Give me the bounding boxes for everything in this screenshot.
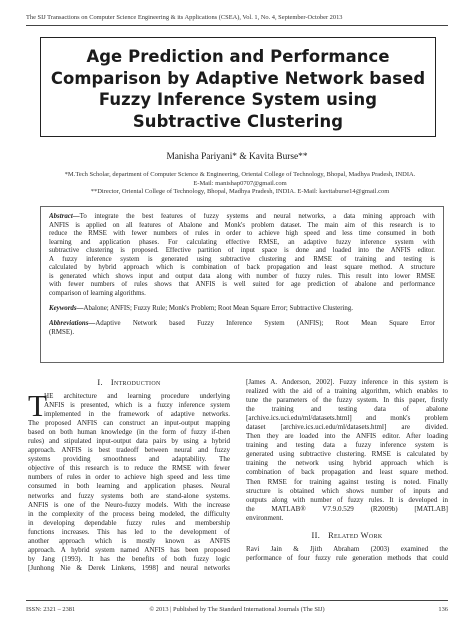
body-line: performance of four fuzzy rule generation methods that could — [246, 553, 448, 562]
abstract-line: A fuzzy inference system is generated using subtractive clustering and RMSE of training and testing is — [49, 255, 435, 263]
header-rule — [26, 25, 448, 26]
abstract-line: ANFIS is applied on all features of Abalone and Monk's problem dataset. The main aim of this research is to — [49, 221, 435, 229]
body-line: realized with the aid of a training algorithm, which enables to — [246, 387, 448, 396]
page-number: 136 — [438, 606, 448, 613]
body-line: structure is obtained which shows number of inputs and — [246, 486, 448, 495]
footer-issn: ISSN: 2321 – 2381 — [26, 606, 76, 613]
drop-cap: T — [28, 388, 47, 423]
body-line: training and testing data a fuzzy inference system is — [246, 441, 448, 450]
abstract-line: calculated by hybrid approach which is combination of back propagation and least square method. A structure — [49, 264, 435, 272]
abbreviations-label: Abbreviations— — [49, 320, 96, 328]
body-line: Ravi Jain & Jjith Abraham (2003) examined the — [246, 544, 448, 553]
body-line: outputs along with number of fuzzy rules. It is developed in — [246, 495, 448, 504]
abstract-line: subtractive clustering is proposed. Effective partition of input space is done and loaded into the ANFIS editor. — [49, 247, 435, 255]
affiliation-email: E-Mail: manishap0707@gmail.com — [193, 179, 287, 187]
right-column — [246, 378, 448, 563]
footer-publisher: © 2013 | Published by The Standard International Journals (The SIJ) — [149, 606, 325, 613]
section-heading-introduction: I. Introduction — [97, 378, 161, 387]
body-line: ANFIS is presented, which is a fuzzy inference system — [44, 401, 230, 410]
body-line: [James A. Anderson, 2002]. Fuzzy inference in this system is — [246, 378, 448, 386]
title-box — [40, 37, 436, 137]
intro-first-paragraph — [28, 388, 230, 423]
body-line: in developing dependable fuzzy rules and membership — [28, 518, 230, 527]
body-line: environment. — [246, 513, 284, 522]
body-line: functions increases. This has led to the development of — [28, 527, 230, 536]
title-line: Age Prediction and Performance — [86, 47, 390, 66]
body-line: Then they are loaded into the ANFIS editor. After loading — [246, 432, 448, 441]
title-line: Subtractive Clustering — [132, 111, 344, 131]
body-line: HE architecture and learning procedure underlying — [44, 392, 230, 400]
authors: Manisha Pariyani* & Kavita Burse** — [166, 152, 308, 162]
body-line: combination of back propagation and least square method. — [246, 468, 448, 477]
body-line: numbers of rules in order to achieve high speed and less time — [28, 473, 230, 482]
abstract-line: learning and application phases. For calculating effective RMSE, an adaptive fuzzy inference system with — [49, 238, 435, 246]
body-line: consumed in both learning and application phases. Neural — [28, 482, 230, 491]
affiliation-line: **Director, Oriental College of Technology, Bhopal, Madhya Pradesh, INDIA. E-Mail: kavitaburse14@gmail.com — [90, 188, 390, 195]
body-line: based on both human knowledge (in the form of fuzzy if-then — [28, 428, 230, 437]
body-line: in the complexity of the process being modeled, the difficulty — [28, 509, 230, 518]
section-heading-related-work: II. Related Work — [311, 530, 383, 540]
body-line: ANFIS is one of the Neuro-fuzzy models. With the increase — [28, 500, 230, 509]
affiliation-line: *M.Tech Scholar, department of Computer Science & Engineering, Oriental College of Technology, Bhopal, Madhya Pradesh, INDIA. — [64, 171, 416, 178]
body-line: the training and testing data of abalone — [246, 405, 448, 414]
left-column — [28, 378, 230, 573]
abbreviations-line: (RMSE). — [49, 328, 75, 336]
body-line: tune the parameters of the fuzzy system. In this paper, firstly — [246, 396, 448, 405]
body-line: approach. A hybrid system named ANFIS has been proposed — [28, 545, 230, 554]
abstract-label: Abstract— — [49, 213, 80, 220]
abbreviations-line: Abbreviations—Adaptive Network based Fuzzy Inference System (ANFIS); Root Mean Square Error — [49, 320, 435, 328]
body-line: by Jang (1993). It has the benefits of both fuzzy logic — [28, 554, 230, 563]
body-line: training the network using hybrid approach which is — [246, 459, 448, 468]
title-line: Comparison by Adaptive Network based — [50, 68, 426, 88]
body-line: approach. ANFIS is best tradeoff between neural and fuzzy — [28, 446, 230, 455]
body-line: generated using subtractive clustering. RMSE is calculated by — [246, 450, 448, 459]
abstract-line: is generated which shows input and output data along with number of fuzzy rules. This result into lower RMSE — [49, 272, 435, 280]
body-line: systems providing smoothness and adaptability. The — [28, 455, 230, 464]
journal-header: The SIJ Transactions on Computer Science Engineering & its Applications (CSEA), Vol. 1, No. 4, September-October 2013 — [26, 14, 343, 21]
body-line: the MATLAB® V7.9.0.529 (R2009b) [MATLAB] — [246, 504, 448, 513]
body-line: dataset [archive.ics.uci.edu/ml/datasets.html] are divided. — [246, 423, 448, 432]
body-line: networks and fuzzy systems both are stand-alone systems. — [28, 491, 230, 500]
body-line: Then RMSE for training against testing is noted. Finally — [246, 477, 448, 486]
body-line: rules) and stipulated input-output data pairs by using a hybrid — [28, 437, 230, 446]
footer-rule — [26, 600, 448, 601]
keywords-label: Keywords— — [49, 304, 84, 312]
body-line: objective of this research is to reduce the RMSE with fewer — [28, 464, 230, 473]
abstract-line: with fewer numbers of rules shows that ANFIS is well suited for age prediction of abalone and performance — [49, 281, 435, 289]
title-line: Fuzzy Inference System using — [98, 90, 378, 109]
body-line: The proposed ANFIS can construct an input-output mapping — [28, 419, 230, 428]
abstract-box — [40, 206, 444, 363]
body-line: implemented in the framework of adaptive networks. — [44, 410, 230, 419]
body-line: another approach which is mostly known as ANFIS — [28, 536, 230, 545]
body-line: [Junhong Nie & Derek Linkens, 1998] and neural networks — [28, 563, 230, 572]
body-line: [archive.ics.uci.edu/ml/datasets.html] and monk's problem — [246, 414, 448, 423]
keywords-line: Keywords—Abalone; ANFIS; Fuzzy Rule; Monk's Problem; Root Mean Square Error; Subtractive Clustering. — [49, 304, 354, 312]
abstract-line: Abstract—To integrate the best features of fuzzy systems and neural networks, a data mining approach with — [49, 213, 435, 220]
abstract-line: reduce the RMSE with fewer numbers of rules in order to achieve high speed and less time consumed in both — [49, 230, 435, 238]
abstract-line: comparison of learning algorithms. — [49, 289, 146, 297]
